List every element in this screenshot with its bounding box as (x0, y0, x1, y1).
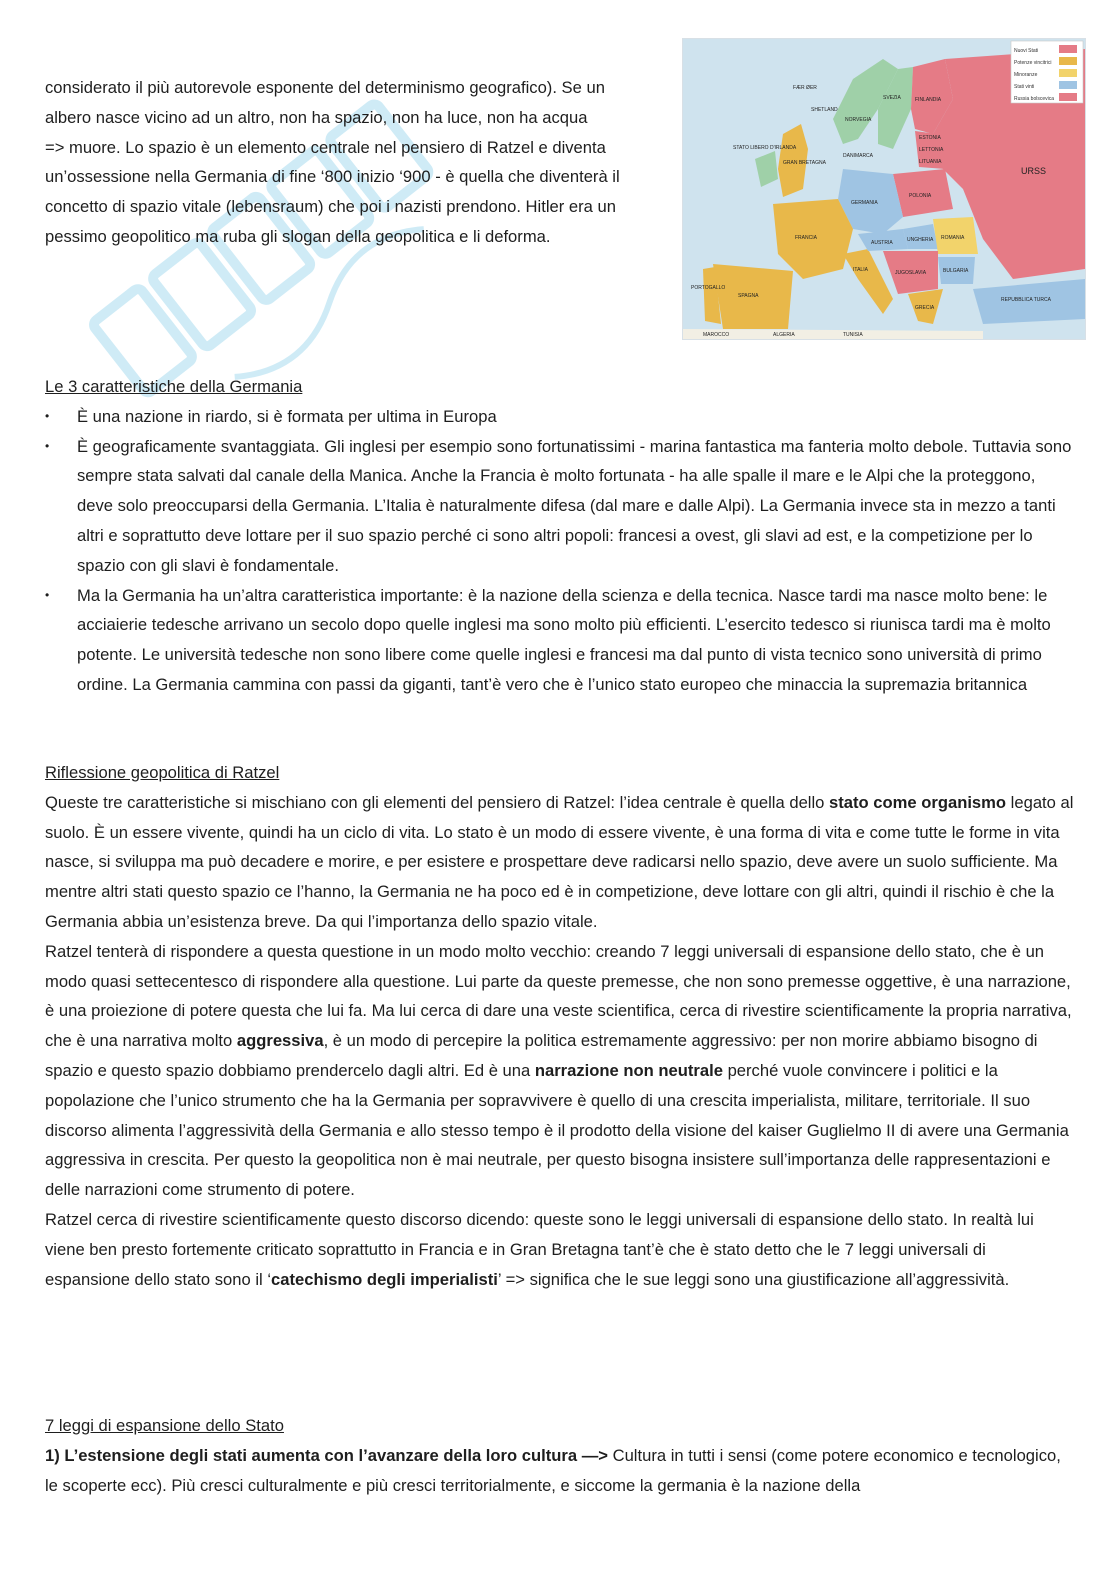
intro-line: pessimo geopolitico ma ruba gli slogan della geopolitica e li deforma. (45, 226, 551, 246)
intro-line: => muore. Lo spazio è un elemento centrale nel pensiero di Ratzel e diventa (45, 137, 606, 157)
map-label: PORTOGALLO (691, 285, 726, 291)
map-label: URSS (1021, 166, 1047, 176)
map-label: SPAGNA (738, 293, 759, 299)
map-label: GRECIA (915, 305, 935, 311)
map-label: LETTONIA (919, 147, 944, 153)
text-run: legato al suolo. È un essere vivente, quindi ha un ciclo di vita. Lo stato è un modo di essere vivente, è una forma di vita e come tutte le forme in vita nasce, si sviluppa ma può decadere e morire, e per esistere e prospettare deve radicarsi nello spazio, deve avere un suolo sufficiente. Ma mentre altri stati questo spazio ce l’hanno, la Germania ne ha poco ed è in competizione, deve lottare con gli altri, quindi il rischio è che la Germania abbia un’esistenza breve. Da qui l’importanza dello spazio vitale. (45, 792, 1074, 931)
bold-term: catechismo degli imperialisti (271, 1269, 498, 1289)
section-riflessione (45, 758, 1075, 1294)
europe-map-image (682, 38, 1086, 340)
list-item-text: Ma la Germania ha un’altra caratteristica importante: è la nazione della scienza e della tecnica. Nasce tardi ma nasce molto bene: le acciaierie tedesche arrivano un secolo dopo quelle inglesi ma sono molto più efficienti. L’esercito tedesco si riunisca tardi ma è molto potente. Le università tedesche non sono libere come quelle inglesi e francesi ma dal punto di vista tecnico sono università di primo ordine. La Germania cammina con passi da giganti, tant’è vero che è l’unico stato europeo che minaccia la supremazia britannica (77, 585, 1051, 694)
section-heading: 7 leggi di espansione dello Stato (45, 1416, 284, 1435)
map-label: GRAN BRETAGNA (783, 160, 826, 166)
map-label: BULGARIA (943, 268, 969, 274)
text-run: Cultura in tutti i sensi (come potere economico e tecnologico, le scoperte ecc). Più cresci culturalmente e più cresci territorialmente, e siccome la germania è la nazione della (45, 1445, 1061, 1495)
bullet-icon: • (45, 587, 50, 602)
text-run: ’ => significa che le sue leggi sono una giustificazione all’aggressività. (497, 1269, 1010, 1289)
map-label: ESTONIA (919, 135, 941, 141)
text-run: , è un modo di percepire la politica estremamente aggressivo: per non morire abbiamo bisogno di spazio e questo spazio dobbiamo prendercelo dagli altri. Ed è una (45, 1031, 1038, 1080)
europe-map-svg (683, 39, 1085, 339)
map-label: FINLANDIA (915, 97, 942, 103)
intro-line: considerato il più autorevole esponente del determinismo geografico). Se un (45, 78, 605, 97)
map-legend-entry: Nuovi Stati (1014, 48, 1039, 54)
section-heading: Le 3 caratteristiche della Germania (45, 377, 303, 396)
bold-term: aggressiva (236, 1031, 324, 1051)
map-label: STATO LIBERO D'IRLANDA (733, 145, 797, 151)
paragraph (45, 1441, 1075, 1501)
map-label: UNGHERIA (907, 237, 934, 243)
map-label: FÆR ØER (793, 85, 817, 91)
map-label: LITUANIA (919, 159, 942, 165)
map-label: ROMANIA (941, 235, 965, 241)
list-item-text: È una nazione in riardo, si è formata per ultima in Europa (77, 406, 497, 426)
text-run: perché vuole convincere i politici e la popolazione che l’unico strumento che ha la Germania per sopravvivere è quello di una crescita imperialista, militare, territoriale. Il suo discorso alimenta l’aggressività della Germania e allo stesso tempo è il prodotto della visione del kaiser Guglielmo II di avere una Germania aggressiva in crescita. Per questo la geopolitica non è mai neutrale, per questo bisogna insistere sull’importanza delle rappresentazioni e delle narrazioni come strumento di potere. (45, 1060, 1069, 1200)
map-label: POLONIA (909, 193, 932, 199)
text-run: Ratzel tenterà di rispondere a questa questione in un modo molto vecchio: creando 7 leggi universali di espansione dello stato, che è un modo quasi settecentesco di rispondere alla questione. Lui parte da queste premesse, che non sono premesse oggettive, è una narrazione, è una proiezione di potere questa che lui fa. Ma lui cerca di dare una veste scientifica, cerca di rivestire scientificamente la propria narrativa, che è una narrativa molto (45, 941, 1072, 1051)
map-label: ALGERIA (773, 332, 795, 338)
map-legend-entry: Stati vinti (1014, 84, 1035, 90)
bold-term: stato come organismo (829, 792, 1007, 812)
map-label: DANIMARCA (843, 153, 874, 159)
map-label: ITALIA (853, 267, 868, 273)
map-legend-entry: Potenze vincitrici (1014, 60, 1052, 66)
intro-paragraph (45, 73, 675, 252)
map-legend-entry: Russia bolscevica (1014, 96, 1055, 102)
paragraph (45, 788, 1075, 937)
map-label: AUSTRIA (871, 240, 893, 246)
list-item (45, 432, 1075, 581)
list-item (45, 581, 1075, 700)
map-label: GERMANIA (851, 200, 878, 206)
list-item-text: È geograficamente svantaggiata. Gli inglesi per esempio sono fortunatissimi - marina fantastica ma fanteria molto debole. Tuttavia sono sempre stata salvati dal canale della Manica. Anche la Francia è molto fortunata - ha alle spalle il mare e le Alpi che la proteggono, deve solo preoccuparsi della Germania. L’Italia è naturalmente difesa (dal mare e dalle Alpi). La Germania invece sta in mezzo a tanti altri e soprattutto deve lottare per il suo spazio perché ci sono altri popoli: francesi a ovest, gli slavi ad est, e la competizione per lo spazio con gli slavi è fondamentale. (77, 436, 1072, 575)
paragraph (45, 1205, 1075, 1294)
text-run: Ratzel cerca di rivestire scientificamente questo discorso dicendo: queste sono le leggi universali di espansione dello stato. In realtà lui viene ben presto fortemente criticato soprattutto in Francia e in Gran Bretagna tant’è che è stato detto che le 7 leggi universali di espansione dello stato sono il ‘ (45, 1209, 1034, 1289)
bullet-icon: • (45, 438, 50, 453)
text-run: Queste tre caratteristiche si mischiano con gli elementi del pensiero di Ratzel: l’idea centrale è quella dello (45, 792, 830, 812)
bold-term: narrazione non neutrale (534, 1060, 723, 1080)
bold-term: 1) L’estensione degli stati aumenta con l’avanzare della loro cultura —> (45, 1445, 608, 1465)
map-legend-entry: Minoranze (1014, 72, 1038, 78)
map-label: JUGOSLAVIA (895, 270, 927, 276)
map-label: TUNISIA (843, 332, 863, 338)
section-heading: Riflessione geopolitica di Ratzel (45, 763, 280, 782)
map-label: REPUBBLICA TURCA (1001, 297, 1051, 303)
map-label: NORVEGIA (845, 117, 872, 123)
intro-line: albero nasce vicino ad un altro, non ha spazio, non ha luce, non ha acqua (45, 107, 588, 127)
list-item (45, 402, 1075, 432)
map-label: FRANCIA (795, 235, 817, 241)
bullet-list (45, 402, 1075, 700)
section-caratteristiche (45, 372, 1075, 700)
map-label: SHETLAND (811, 107, 838, 113)
section-leggi (45, 1411, 1075, 1500)
intro-line: concetto di spazio vitale (lebensraum) che poi i nazisti prendono. Hitler era un (45, 197, 616, 217)
bullet-icon: • (45, 408, 50, 423)
intro-line: un’ossessione nella Germania di fine ‘800 inizio ‘900 - è quella che diventerà il (45, 167, 620, 187)
map-label: MAROCCO (703, 332, 730, 338)
paragraph (45, 937, 1075, 1205)
map-label: SVEZIA (883, 95, 901, 101)
